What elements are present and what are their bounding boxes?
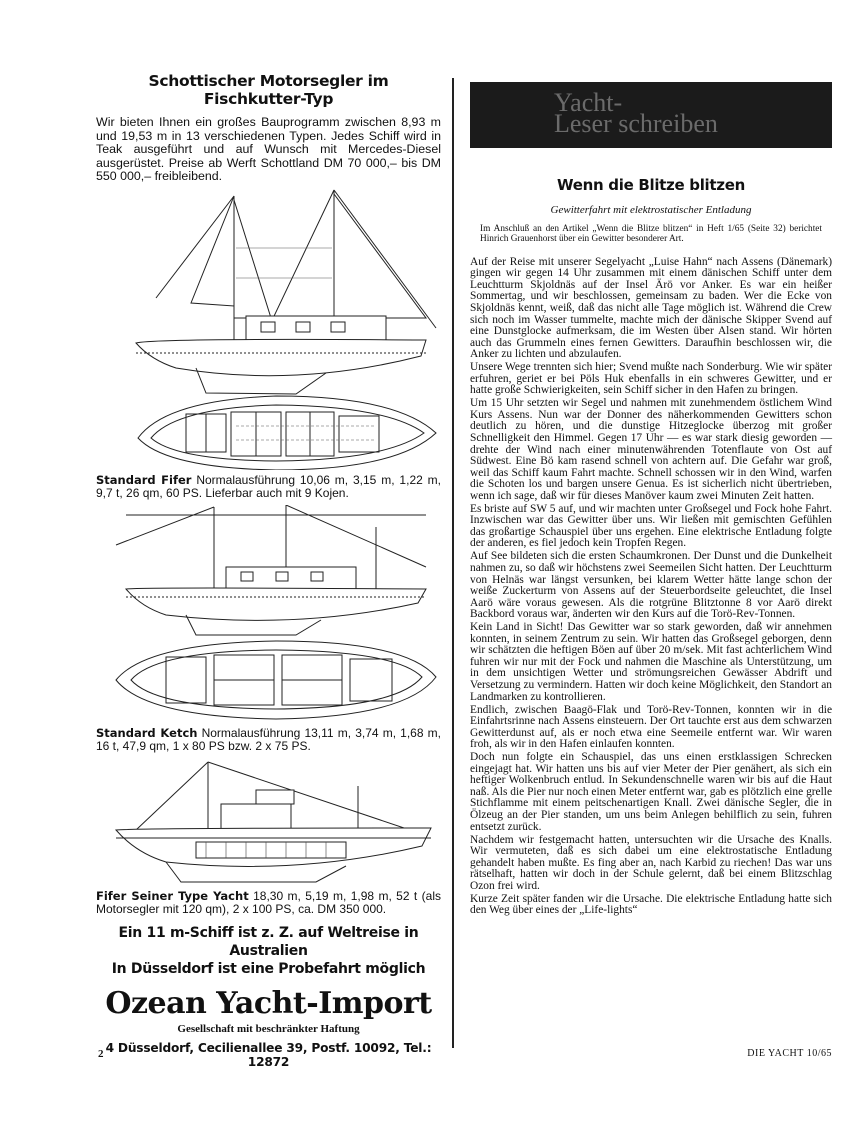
advertisement bbox=[96, 72, 441, 1069]
model-seiner-name: Fifer Seiner Type Yacht bbox=[96, 888, 249, 903]
paragraph: Doch nun folgte ein Schauspiel, das uns einen erstklassigen Schrecken eingejagt hat. Wir hatten uns bis auf vier Meter der Pier genähert, als sich ein heftiger Wolkenbruch entlud. In Sekundenschnelle waren wir bis auf die Haut naß. Als die Pier nur noch einen Meter entfernt war, gab es plötzlich eine grelle Stichflamme mit einem peitschenartigen Knall. Zwei dänische Segler, die in Ölzeug an der Pier standen, um uns beim Anlegen behilflich zu sein, fuhren entsetzt zurück. bbox=[470, 751, 832, 833]
paragraph: Kurze Zeit später fanden wir die Ursache. Die elektrische Entladung hatte sich den Weg über eines der „Life-lights“ bbox=[470, 892, 832, 917]
paragraph: Nachdem wir festgemacht hatten, untersuchten wir die Ursache des Knalls. Wir vermuteten, daß es sich dabei um eine elektrostatische Entladung gehandelt haben mußte. Es fing aber an, nach Karbid zu riechen! Das war uns rätselhaft, hatten wir doch in der Schule gelernt, daß bei einem Blitzschlag Ozon frei wird. bbox=[470, 833, 832, 892]
seiner-drawing bbox=[96, 758, 441, 886]
paragraph: Um 15 Uhr setzten wir Segel und nahmen mit zunehmendem östlichem Wind Kurs Assens. Nun war der Donner des näherkommenden Gewitters schon deutlich zu hören, und die dunstige Hitzeglocke überzog mit großer Schnelligkeit den Himmel. Gegen 17 Uhr — es war stark diesig geworden — drehte der Wind nach einer minutenwährenden Totenflaute von Ost auf Südwest. Eine Bö kam rasend schnell von achtern auf. Die Gefahr war groß, weil das Schiff kaum Fahrt machte. Schnell schossen wir in den Wind, warfen die Schoten los und bargen unsere Genua. Es ist sicherlich nicht übertrieben, wenn ich sage, daß wir für dieses Manöver kaum zwei Minuten Zeit hatten. bbox=[470, 397, 832, 502]
paragraph: Es briste auf SW 5 auf, und wir machten unter Großsegel und Fock hohe Fahrt. Inzwischen war das Gewitter über uns. Wir ließen mit gemischten Gefühlen das großartige Schauspiel über uns ergehen. Eine elektrische Entladung folgte der anderen, es fiel jedoch kein Tropfen Regen. bbox=[470, 502, 832, 550]
test-drive-line: In Düsseldorf ist eine Probefahrt möglich bbox=[111, 961, 426, 978]
banner-line-2: Leser schreiben bbox=[554, 109, 718, 138]
article bbox=[470, 82, 832, 918]
ad-intro: Wir bieten Ihnen ein großes Bauprogramm zwischen 8,93 m und 19,53 m in 13 verschiedenen Typen. Jedes Schiff wird in Teak ausgeführt und auf Wunsch mit Mercedes-Diesel ausgerüstet. Preise ab Werft Schottland DM 70 000,– bis DM 550 000,– freibleibend. bbox=[96, 115, 441, 184]
banner-title bbox=[554, 88, 718, 138]
article-subtitle: Gewitterfahrt mit elektrostatischer Entladung bbox=[550, 204, 752, 216]
page-number: 2 bbox=[98, 1048, 104, 1060]
company-name: Ozean Yacht-Import bbox=[105, 986, 432, 1022]
paragraph: Kein Land in Sicht! Das Gewitter war so stark geworden, daß wir annehmen konnten, in seinem Zentrum zu sein. Wir hatten das Großsegel geborgen, denn wir schätzten die heftigen Böen auf über 20 m/sek. Mit fast achterlichem Wind fuhren wir nur mit der Fock und nahmen die Maschine als Unterstützung, um in dem unsichtigen Wetter und strömungsreichen Gewässer Abdrift und Versetzung zu vermindern. Hatten wir doch keine Möglichkeit, den Standort an Landmarken zu kontrollieren. bbox=[470, 621, 832, 703]
model-fifer-text: Normalausführung 10,06 m, 3,15 m, 1,22 m, 9,7 t, 26 qm, 60 PS. Lieferbar auch mit 9 Kojen. bbox=[96, 472, 441, 501]
paragraph: Auf See bildeten sich die ersten Schaumkronen. Der Dunst und die Dunkelheit nahmen zu, so daß wir höchstens zwei Seemeilen Sicht hatten. Der Leuchtturm von Helnäs war längst versunken, bei klarem Wetter hätte lange schon der weiße Zuckerturm von Assens auf der Steuerbordseite geleuchtet, die Insel Aarö wäre voraus gewesen. Als die rotgrüne Blitztonne 8 vor Aarö direkt Backbord voraus war, änderten wir den Kurs auf die Torö-Rev-Tonnen. bbox=[470, 550, 832, 621]
paragraph: Auf der Reise mit unserer Segelyacht „Luise Hahn“ nach Assens (Dänemark) gingen wir gegen 14 Uhr zusammen mit einem dänischen Schiff unter dem Leuchtturm Skjoldnäs auf der Insel Ärö vor Anker. Es war ein heißer Sommertag, und wir beschlossen, gemeinsam zu baden. Wer die Ecke von Skjoldnäs kennt, weiß, daß das nicht alle Tage möglich ist. Während die Crew sich noch im Wasser tummelte, machte mich der dänische Skipper Svend auf eine Dunstglocke aufmerksam, die im Westen über Alsen stand. Wir hörten auch das Grummeln eines fernen Gewitters. Daraufhin beschlossen wir, die Anker zu lichten und abzulaufen. bbox=[470, 255, 832, 361]
company-legal-form: Gesellschaft mit beschränkter Haftung bbox=[177, 1023, 360, 1036]
issue-label: DIE YACHT 10/65 bbox=[747, 1048, 832, 1059]
model-ketch-name: Standard Ketch bbox=[96, 725, 198, 740]
article-lead: Im Anschluß an den Artikel „Wenn die Blitze blitzen“ in Heft 1/65 (Seite 32) berichtet Hinrich Grauenhorst über ein Gewitter besonderer Art. bbox=[480, 224, 822, 245]
world-trip-line: Ein 11 m-Schiff ist z. Z. auf Weltreise in Australien bbox=[118, 925, 419, 960]
fifer-drawing bbox=[96, 188, 441, 470]
model-ketch-text: Normalausführung 13,11 m, 3,74 m, 1,68 m, 16 t, 47,9 qm, 1 x 80 PS bzw. 2 x 75 PS. bbox=[96, 725, 441, 754]
model-fifer-spec bbox=[96, 474, 441, 501]
paragraph: Unsere Wege trennten sich hier; Svend mußte nach Sonderburg. Wie wir später erfuhren, geriet er bei Pöls Huk ebenfalls in ein schweres Gewitter, und er hatte große Schwierigkeiten, sein Schiff sicher in den Hafen zu bringen. bbox=[470, 361, 832, 397]
section-banner bbox=[470, 82, 832, 148]
model-fifer-name: Standard Fifer bbox=[96, 472, 192, 487]
model-seiner-spec bbox=[96, 890, 441, 917]
column-divider bbox=[452, 78, 454, 1048]
article-body bbox=[470, 257, 832, 917]
banner-line-1: Yacht- bbox=[554, 88, 623, 117]
model-seiner-text: 18,30 m, 5,19 m, 1,98 m, 52 t (als Motorsegler mit 120 qm), 2 x 100 PS, ca. DM 350 000. bbox=[96, 888, 441, 916]
model-ketch-spec bbox=[96, 727, 441, 754]
ad-title: Schottischer Motorsegler im Fischkutter-Typ bbox=[148, 72, 389, 108]
article-title: Wenn die Blitze blitzen bbox=[557, 176, 745, 194]
paragraph: Endlich, zwischen Baagö-Flak und Torö-Rev-Tonnen, konnten wir in die Einfahrtsrinne nach Assens einsteuern. Der Ort tauchte erst aus dem schwarzen Gewitterdunst auf, als er noch etwa eine Seemeile entfernt war. Wir waren froh, als wir in den Hafen einlaufen konnten. bbox=[470, 703, 832, 751]
company-address: 4 Düsseldorf, Cecilienallee 39, Postf. 10092, Tel.: 12872 bbox=[105, 1041, 432, 1070]
ketch-drawing bbox=[96, 505, 441, 723]
